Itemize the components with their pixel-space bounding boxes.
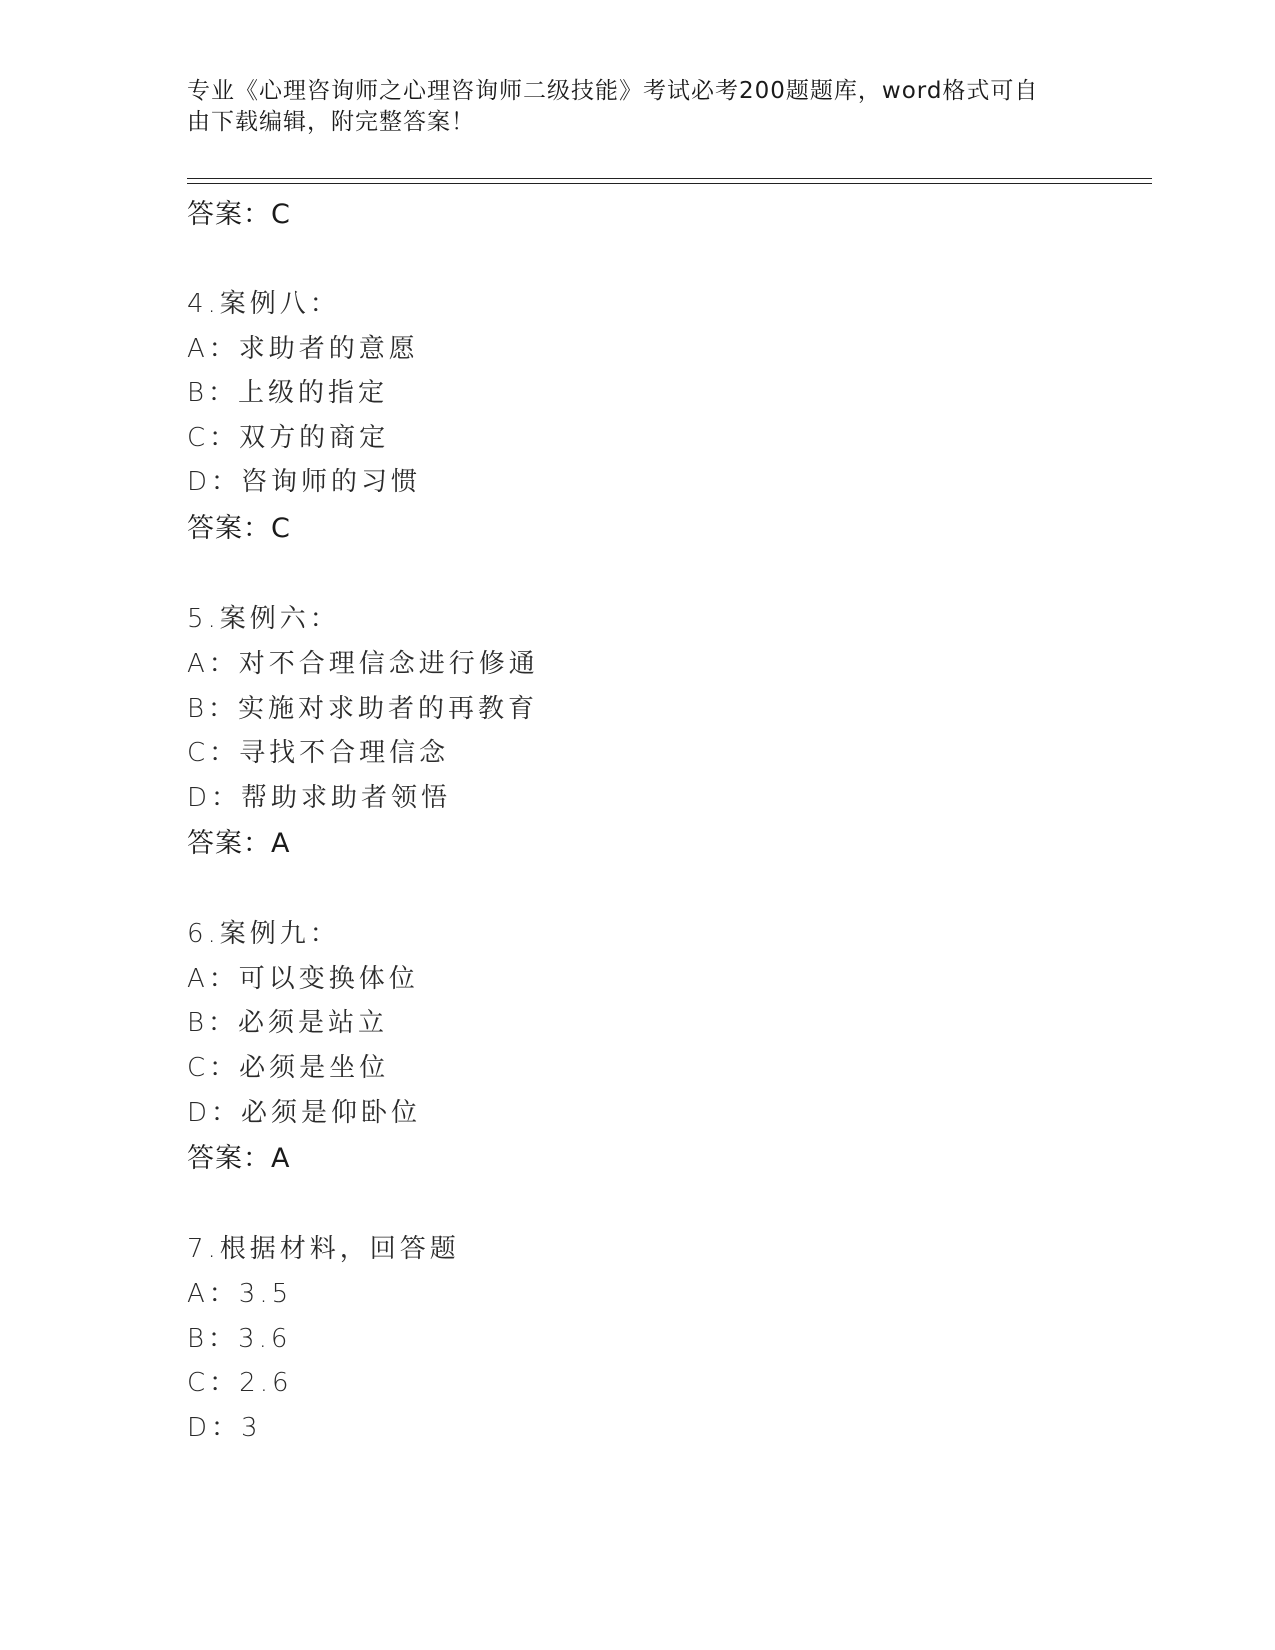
question-option: D：咨询师的习惯 xyxy=(187,467,422,497)
question-option: A：3.5 xyxy=(187,1279,293,1309)
question-title: 7.根据材料，回答题 xyxy=(187,1234,460,1264)
question-answer: 答案：A xyxy=(187,828,291,859)
question-option: B：上级的指定 xyxy=(187,378,389,408)
question-title: 4.案例八： xyxy=(187,289,340,319)
question-answer: 答案：C xyxy=(187,513,291,544)
question-option: D：必须是仰卧位 xyxy=(187,1098,422,1128)
header-line-1: 专业《心理咨询师之心理咨询师二级技能》考试必考200题题库，word格式可自 xyxy=(187,78,1039,104)
header-divider-bottom xyxy=(187,183,1152,184)
prev-answer: 答案：C xyxy=(187,199,291,230)
question-option: A：对不合理信念进行修通 xyxy=(187,649,539,679)
document-header xyxy=(187,76,1067,138)
question-option: C：必须是坐位 xyxy=(187,1053,390,1083)
header-divider-top xyxy=(187,178,1152,179)
question-title: 6.案例九： xyxy=(187,919,340,949)
question-option: C：寻找不合理信念 xyxy=(187,738,450,768)
question-option: D：3 xyxy=(187,1413,262,1443)
question-title: 5.案例六： xyxy=(187,604,340,634)
question-option: A：可以变换体位 xyxy=(187,964,419,994)
question-option: C：双方的商定 xyxy=(187,423,390,453)
question-option: C：2.6 xyxy=(187,1368,293,1398)
question-answer: 答案：A xyxy=(187,1143,291,1174)
header-line-2: 由下载编辑，附完整答案！ xyxy=(187,109,475,135)
question-option: B：3.6 xyxy=(187,1324,292,1354)
question-option: D：帮助求助者领悟 xyxy=(187,783,452,813)
question-option: B：实施对求助者的再教育 xyxy=(187,694,539,724)
question-option: A：求助者的意愿 xyxy=(187,334,419,364)
question-option: B：必须是站立 xyxy=(187,1008,389,1038)
